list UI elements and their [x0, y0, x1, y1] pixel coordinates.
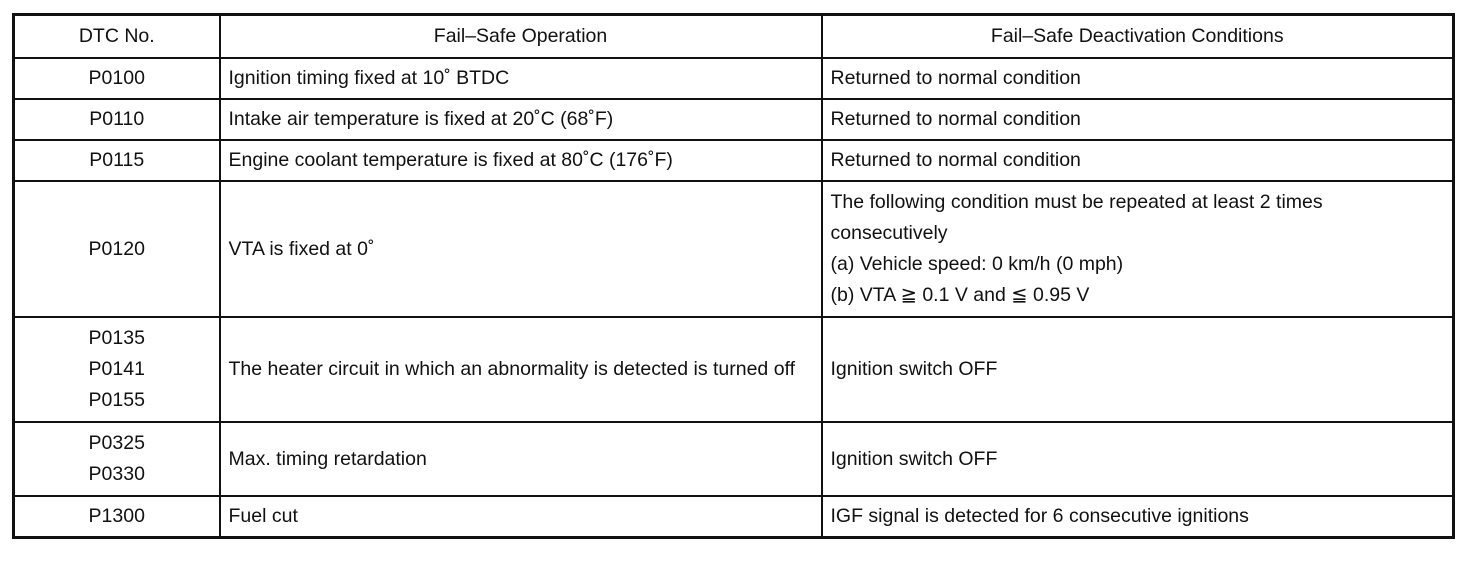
table-body — [14, 58, 1454, 538]
table-row — [14, 181, 1454, 317]
condition-cell — [822, 58, 1454, 99]
table-row — [14, 99, 1454, 140]
table-row — [14, 140, 1454, 181]
dtc-code: P0120 — [88, 237, 145, 260]
condition-cell — [822, 496, 1454, 538]
condition-text: Ignition switch OFF — [830, 358, 998, 380]
condition-text: Returned to normal condition — [830, 149, 1081, 171]
dtc-code: P0330 — [88, 463, 145, 485]
header-fail-safe-operation: Fail–Safe Operation — [220, 15, 822, 59]
table-header — [14, 15, 1454, 59]
dtc-code: P1300 — [88, 505, 145, 527]
dtc-code-cell — [14, 181, 220, 317]
condition-cell — [822, 140, 1454, 181]
operation-cell: Intake air temperature is fixed at 20˚C (68˚F) — [220, 99, 822, 140]
dtc-code: P0115 — [89, 149, 145, 171]
condition-text: (b) VTA ≧ 0.1 V and ≦ 0.95 V — [830, 284, 1090, 306]
operation-cell: Engine coolant temperature is fixed at 80˚C (176˚F) — [220, 140, 822, 181]
dtc-code: P0141 — [88, 358, 145, 380]
table-row — [14, 58, 1454, 99]
condition-cell — [822, 99, 1454, 140]
condition-text: (a) Vehicle speed: 0 km/h (0 mph) — [830, 253, 1124, 275]
dtc-code-cell — [14, 496, 220, 538]
condition-cell — [822, 422, 1454, 496]
condition-text: The following condition must be repeated at least 2 times consecutively — [830, 191, 1323, 244]
dtc-code: P0110 — [89, 108, 145, 130]
dtc-code: P0100 — [88, 67, 145, 89]
operation-cell: Ignition timing fixed at 10˚ BTDC — [220, 58, 822, 99]
fail-safe-table — [12, 13, 1455, 539]
dtc-code: P0135 — [88, 327, 145, 349]
condition-text: IGF signal is detected for 6 consecutive ignitions — [830, 505, 1249, 527]
dtc-code: P0325 — [88, 432, 145, 454]
condition-text: Returned to normal condition — [830, 67, 1081, 89]
condition-text: Returned to normal condition — [830, 108, 1081, 130]
dtc-code-cell — [14, 58, 220, 99]
dtc-code-cell — [14, 140, 220, 181]
dtc-code-cell — [14, 99, 220, 140]
condition-cell — [822, 317, 1454, 422]
header-row — [14, 15, 1454, 59]
table-row — [14, 317, 1454, 422]
operation-cell: VTA is fixed at 0˚ — [220, 181, 822, 317]
dtc-code-cell — [14, 317, 220, 422]
condition-text: Ignition switch OFF — [830, 447, 998, 470]
table-row — [14, 422, 1454, 496]
operation-cell: The heater circuit in which an abnormality is detected is turned off — [220, 317, 822, 422]
operation-cell: Fuel cut — [220, 496, 822, 538]
operation-cell: Max. timing retardation — [220, 422, 822, 496]
table-row — [14, 496, 1454, 538]
dtc-code: P0155 — [88, 389, 145, 411]
dtc-code-cell — [14, 422, 220, 496]
header-dtc-no: DTC No. — [14, 15, 220, 59]
header-deactivation-conditions: Fail–Safe Deactivation Conditions — [822, 15, 1454, 59]
condition-cell — [822, 181, 1454, 317]
